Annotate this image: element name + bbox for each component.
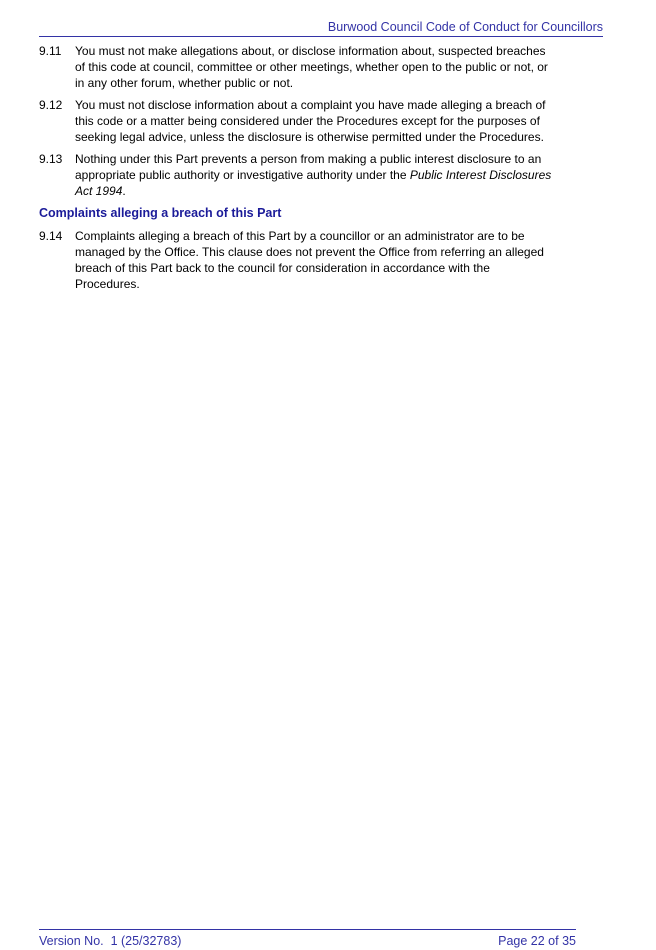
clause-line: this code or a matter being considered under the Procedures except for the purposes of [75,114,540,128]
footer-page-number: Page 22 of 35 [498,934,576,948]
clause-line: You must not make allegations about, or disclose information about, suspected breaches [75,44,546,58]
clause-line: Procedures. [75,277,140,291]
clause-line: You must not disclose information about a complaint you have made alleging a breach of [75,98,546,112]
clause-line: in any other forum, whether public or not. [75,76,294,90]
clause-number: 9.13 [39,152,63,166]
page-footer [39,929,576,949]
clause [39,228,621,292]
clause [39,43,621,91]
clause-line: Complaints alleging a breach of this Part by a councillor or an administrator are to be [75,229,525,243]
clause-line: Nothing under this Part prevents a person from making a public interest disclosure to an [75,152,542,166]
clause-line: of this code at council, committee or other meetings, whether open to the public or not, or [75,60,548,74]
clause-line: managed by the Office. This clause does not prevent the Office from referring an alleged [75,245,544,259]
clause-text [75,228,621,292]
header-title: Burwood Council Code of Conduct for Councillors [327,20,603,34]
clause-text [75,151,621,199]
italic-citation: Public Interest Disclosures [409,168,552,182]
clause-line: appropriate public authority or investigative authority under the Public Interest Disclosures [75,168,552,182]
clause-text [75,43,621,91]
clause-number: 9.14 [39,229,63,243]
clause-line: breach of this Part back to the council for consideration in accordance with the [75,261,490,275]
clause-line: seeking legal advice, unless the disclosure is otherwise permitted under the Procedures. [75,130,544,144]
clause-number: 9.12 [39,98,63,112]
clause-number: 9.11 [39,44,62,58]
page-header [39,20,603,37]
clause [39,151,621,199]
footer-version: Version No. 1 (25/32783) [39,934,182,948]
document-content [39,43,621,298]
clause-text [75,97,621,145]
clause-line: Act 1994. [75,184,126,198]
section-heading: Complaints alleging a breach of this Part [39,206,282,220]
clause [39,97,621,145]
italic-citation: Act 1994 [75,184,123,198]
